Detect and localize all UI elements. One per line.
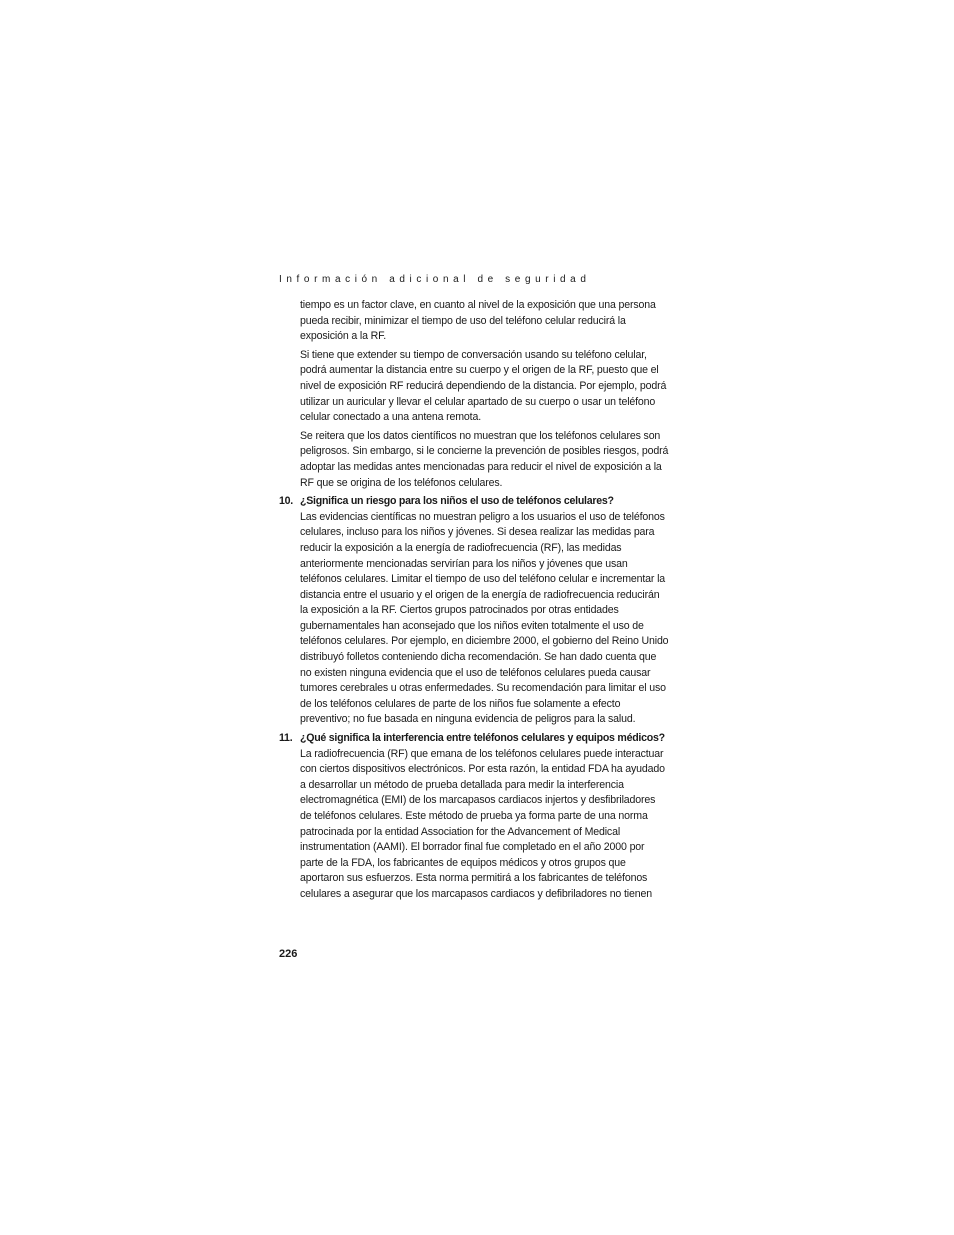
faq-answer: Las evidencias científicas no muestran peligro a los usuarios el uso de teléfonos celulares, incluso para los niños y jóvenes. Si desea realizar las medidas para reducir la exposición a la energía de radiofrecuencia (RF), las medidas anteriormente mencionadas servirían para los niños y jóvenes que usan teléfonos celulares. Limitar el tiempo de uso del teléfono celular e incrementar la distancia entre el usuario y el origen de la energía de radiofrecuencia reducirán la exposición a la RF. Ciertos grupos patrocinados por otras entidades gubernamentales han aconsejado que los niños eviten totalmente el uso de teléfonos celulares. Por ejemplo, en diciembre 2000, el gobierno del Reino Unido distribuyó folletos conteniendo dicha recomendación. Se han dado cuenta que no existen ninguna evidencia que el uso de teléfonos celulares pueda causar tumores cerebrales u otras enfermedades. Su recomendación para limitar el uso de los teléfonos celulares de parte de los niños fue solamente a efecto preventivo; no fue basada en ninguna evidencia de peligros para la salud. (300, 510, 669, 726)
question-title: ¿Qué significa la interferencia entre teléfonos celulares y equipos médicos? (300, 732, 665, 745)
question-title: ¿Significa un riesgo para los niños el uso de teléfonos celulares? (300, 495, 614, 508)
running-header: Información adicional de seguridad (279, 274, 591, 285)
page-body (279, 298, 669, 906)
body-paragraph: Si tiene que extender su tiempo de conversación usando su teléfono celular, podrá aumentar la distancia entre su cuerpo y el origen de la RF, puesto que el nivel de exposición RF reducirá dependiendo de la distancia. Por ejemplo, podrá utilizar un auricular y llevar el celular apartado de su cuerpo o usar un teléfono celular conectado a una antena remota. (300, 348, 667, 424)
faq-item-10 (279, 494, 669, 728)
faq-question (279, 731, 669, 747)
question-number: 11. (279, 732, 293, 745)
page-number: 226 (279, 948, 298, 960)
body-paragraph: Se reitera que los datos científicos no muestran que los teléfonos celulares son peligrosos. Sin embargo, si le concierne la prevención de posibles riesgos, podrá adoptar las medidas antes mencionadas para reducir el nivel de exposición a la RF que se origina de los teléfonos celulares. (300, 429, 669, 489)
faq-item-11 (279, 731, 669, 903)
body-paragraph: tiempo es un factor clave, en cuanto al nivel de la exposición que una persona pueda recibir, minimizar el tiempo de uso del teléfono celular reducirá la exposición a la RF. (300, 299, 656, 343)
faq-question (279, 494, 669, 510)
faq-answer: La radiofrecuencia (RF) que emana de los teléfonos celulares puede interactuar con ciertos dispositivos electrónicos. Por esta razón, la entidad FDA ha ayudado a desarrollar un método de prueba detallada para medir la interferencia electromagnética (EMI) de los marcapasos cardiacos injertos y desfibriladores de teléfonos celulares. Este método de prueba ya forma parte de una norma patrocinada por la entidad Association for the Advancement of Medical instrumentation (AAMI). El borrador final fue completado en el año 2000 por parte de la FDA, los fabricantes de equipos médicos y otros grupos que aportaron sus esfuerzos. Esta norma permitirá a los fabricantes de teléfonos celulares a asegurar que los marcapasos cardiacos y defibriladores no tienen (300, 747, 665, 900)
question-number: 10. (279, 495, 293, 508)
